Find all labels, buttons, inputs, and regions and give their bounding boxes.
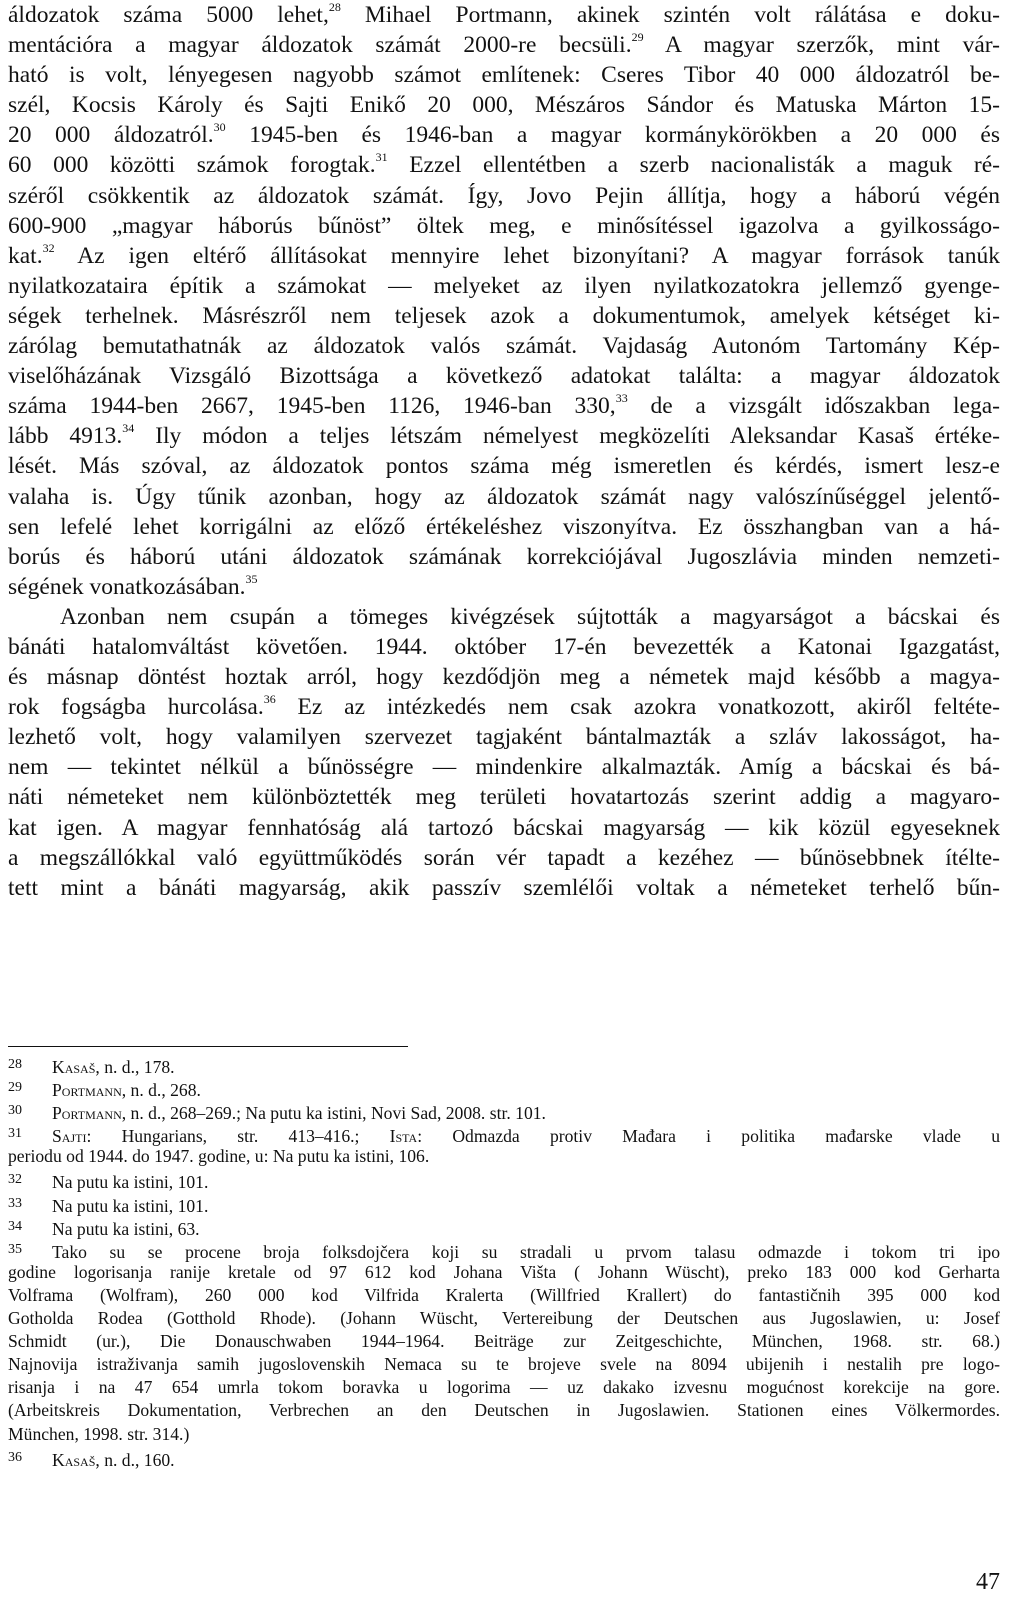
footnote-number: 36 [8, 1449, 22, 1465]
footnote: 31 Sajti: Hungarians, str. 413–416.; Ista: Odmazda protiv Mađara i politika mađarske vlade u periodu od 1944. do 1947. godine, u: Na putu ka istini, 106. [8, 1122, 1000, 1168]
paragraph [8, 0, 1000, 602]
text-line: kat.$^{32}$ Az igen eltérő állításokat mennyire lehet bizonyítani? A magyar források tanúk [8, 240, 1000, 269]
text-line: lését. Más szóval, az áldozatok pontos száma még ismeretlen és kérdés, ismert lesz-e [8, 453, 1000, 480]
text-line: valaha is. Úgy tűnik azonban, hogy az áldozatok számát nagy valószínűséggel jelentő- [8, 483, 1000, 510]
text-line: nyilatkozataira építik a számokat — melyeket az ilyen nyilatkozatokra jellemző gyenge- [8, 272, 1000, 299]
text-line: ható is volt, lényegesen nagyobb számot említenek: Cseres Tibor 40 000 áldozatról be- [8, 62, 1000, 89]
footnote-ref[interactable]: 30 [213, 120, 226, 135]
footnote: 29 Portmann, n. d., 268. [8, 1076, 1000, 1099]
footnote-ref[interactable]: 29 [631, 30, 644, 45]
text-line: és másnap döntést hoztak arról, hogy kezdődjön meg a németek majd később a magya- [8, 664, 1000, 691]
footnote-number: 32 [8, 1172, 22, 1188]
text-line: lább 4913.34 Ily módon a teljes létszám némelyest megközelíti Aleksandar Kasaš értéke- [8, 421, 1000, 450]
text-line: borús és háború utáni áldozatok számának korrekciójával Jugoszlávia minden nemzeti- [8, 543, 1000, 570]
text-line: sen lefelé lehet korrigálni az előző értékeléshez viszonyítva. Ez összhangban van a há- [8, 513, 1000, 540]
text-line: ségek terhelnek. Másrészről nem teljesek azok a dokumentumok, amelyek kétséget ki- [8, 302, 1000, 329]
footnote: 30 Portmann, n. d., 268–269.; Na putu ka istini, Novi Sad, 2008. str. 101. [8, 1099, 1000, 1122]
footnote: 35 Tako su se procene broja folksdojčera koji su stradali u prvom talasu odmazde i tokom tri ipo godine logorisanja ranije kretale od 97 612 kod Johana Višta ( Johann Wüscht), preko 183 000 kod Gerharta Volframa (Wolfram), 260 000 kod Vilfrida Kralerta (Willfried Krallert) do fantastičnih 395 000 kod Gotholda Rodea (Gotthold Rhode). (Johann Wüscht, Vertereibung der Deutschen aus Jugoslawien, u: Josef Schmidt (ur.), Die Donauschwaben 1944–1964. Beiträge zur Zeitgeschichte, München, 1968. str. 68.) Najnovija istraživanja samih jugoslovenskih Nemaca su te brojeve svele na 8094 ubijenih i nestalih pre logo- risanja i na 47 654 umrla tokom boravka u logorima — uz dakako izvesnu mogućnost korekcije na gore. (Arbeitskreis Dokumentation, Verbrechen an den Deutschen in Jugoslawien. Stationen eines Völkermordes. München, 1998. str. 314.) [8, 1238, 1000, 1446]
footnote-ref[interactable]: 32 [42, 240, 55, 255]
footnote: 28 Kasaš, n. d., 178. [8, 1053, 1000, 1076]
footnote-number: 31 [8, 1126, 22, 1142]
text-line: ségének vonatkozásában.$^{35}$ [8, 571, 258, 600]
footnote: 32 Na putu ka istini, 101. [8, 1168, 1000, 1191]
footnote: 34 Na putu ka istini, 63. [8, 1215, 1000, 1238]
text-line: Azonban nem csupán a tömeges kivégzések sújtották a magyarságot a bácskai és [60, 603, 1000, 630]
footnote-number: 28 [8, 1057, 22, 1072]
text-line: mentációra a magyar áldozatok számát 2000-re becsüli.$^{29}$ A magyar szerzők, mint vár- [8, 30, 1000, 59]
footnote-number: 35 [8, 1241, 22, 1257]
footnote-ref[interactable]: 34 [122, 421, 135, 436]
text-line: széről csökkentik az áldozatok számát. Így, Jovo Pejin állítja, hogy a háború végén [8, 182, 1000, 209]
footnote: 33 Na putu ka istini, 101. [8, 1192, 1000, 1215]
text-line: tett mint a bánáti magyarság, akik passzív szemlélői voltak a németeket terhelő bűn- [8, 874, 1000, 901]
footnote-number: 34 [8, 1218, 22, 1234]
footnote-ref[interactable]: 35 [245, 571, 258, 586]
main-text [8, 0, 1000, 903]
footnote-number: 33 [8, 1195, 22, 1211]
text-line: áldozatok száma 5000 lehet,$^{28}$ Mihael Portmann, akinek szintén volt rálátása e doku- [8, 0, 1000, 28]
footnote-ref[interactable]: 36 [263, 692, 276, 707]
footnote: 36 Kasaš, n. d., 160. [8, 1446, 1000, 1469]
footnote-number: 30 [8, 1103, 22, 1119]
text-line: zárólag bemutathatnák az áldozatok valós számát. Vajdaság Autonóm Tartomány Kép- [8, 333, 1000, 360]
page-number: 47 [976, 1569, 1000, 1595]
text-line: 20 000 áldozatról.$^{30}$ 1945-ben és 1946-ban a magyar kormánykörökben a 20 000 és [8, 120, 1000, 149]
footnote-ref[interactable]: 33 [615, 391, 628, 406]
text-line: szél, Kocsis Károly és Sajti Enikő 20 000, Mészáros Sándor és Matuska Márton 15- [8, 92, 1000, 119]
text-line: rok fogságba hurcolása.$^{36}$ Ez az intézkedés nem csak azokra vonatkozott, akiről feltéte- [8, 692, 1000, 721]
text-line: viselőházának Vizsgáló Bizottsága a következő adatokat találta: a magyar áldozatok [8, 363, 1000, 390]
text-line: 60 000 közötti számok forogtak.$^{31}$ Ezzel ellentétben a szerb nacionalisták a maguk ré- [8, 150, 1001, 179]
text-line: náti németeket nem különböztették meg területi hovatartozás szerint addig a magyaro- [8, 784, 1000, 811]
text-line: a megszállókkal való együttműködés során vér tapadt a kezéhez — bűnösebbnek ítélte- [8, 844, 1000, 871]
footnote-ref[interactable]: 31 [375, 150, 388, 165]
footnote-ref[interactable]: 28 [328, 0, 341, 14]
text-line: nem — tekintet nélkül a bűnösségre — mindenkire alkalmazták. Amíg a bácskai és bá- [8, 754, 1000, 781]
text-line: kat igen. A magyar fennhatóság alá tartozó bácskai magyarság — kik közül egyeseknek [8, 814, 1000, 841]
footnote-number: 29 [8, 1080, 22, 1096]
text-line: 600-900 „magyar háborús bűnöst” öltek meg, e minősítéssel igazolva a gyilkosságo- [8, 212, 1000, 239]
paragraph [8, 602, 1000, 903]
footnotes [8, 1053, 1000, 1469]
text-line: lezhető volt, hogy valamilyen szervezet tagjaként bántalmazták a szláv lakosságot, ha- [8, 724, 1000, 751]
text-line: száma 1944-ben 2667, 1945-ben 1126, 1946-ban 330,33 de a vizsgált időszakban lega- [8, 391, 1000, 420]
footnote-divider [8, 1046, 408, 1047]
text-line: bánáti hatalomváltást követően. 1944. október 17-én bevezették a Katonai Igazgatást, [8, 633, 1000, 660]
